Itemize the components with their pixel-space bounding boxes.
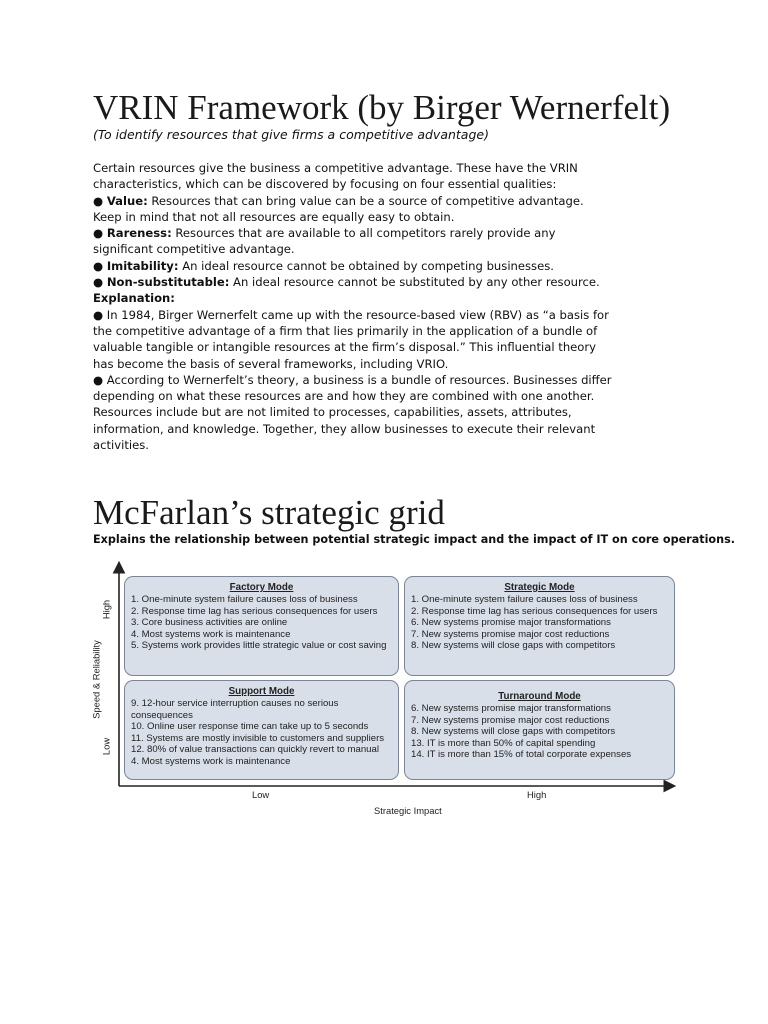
quad-line: 4. Most systems work is maintenance bbox=[131, 628, 291, 640]
quality-term: Rareness: bbox=[106, 226, 172, 241]
quad-line: 7. New systems promise major cost reductions bbox=[411, 628, 610, 640]
quad-line: 3. Core business activities are online bbox=[131, 617, 288, 629]
y-low-label: Low bbox=[100, 737, 112, 756]
mcfarlan-caption: Explains the relationship between potential strategic impact and the impact of IT on core operations. bbox=[93, 533, 735, 546]
quality-imitability: ● Imitability: An ideal resource cannot be obtained by competing businesses. bbox=[93, 258, 554, 273]
quad-line: 4. Most systems work is maintenance bbox=[131, 755, 291, 767]
strategic-mode-title: Strategic Mode bbox=[504, 582, 575, 593]
quad-line: 2. Response time lag has serious consequences for users bbox=[131, 605, 378, 617]
quality-rareness: ● Rareness: Resources that are available to all competitors rarely provide any significant competitive advantage. bbox=[93, 226, 556, 257]
quad-line: 1. One-minute system failure causes loss of business bbox=[411, 594, 638, 605]
quad-line: 9. 12-hour service interruption causes no serious consequences bbox=[131, 698, 339, 721]
explanation-paragraph: ● In 1984, Birger Wernerfelt came up with the resource-based view (RBV) as “a basis for the competitive advantage of a firm that lies primarily in the application of a bundle of valuable tangible or intangible resources at the firm’s disposal.” This influential theory has become the basis of several frameworks, including VRIO. bbox=[93, 307, 609, 371]
quad-line: 7. New systems promise major cost reductions bbox=[411, 714, 610, 726]
quad-line: 8. New systems will close gaps with competitors bbox=[411, 640, 616, 652]
factory-mode-box bbox=[124, 576, 399, 676]
support-mode-box bbox=[124, 680, 399, 780]
quad-line: 6. New systems promise major transformations bbox=[411, 617, 611, 629]
turnaround-mode-box bbox=[404, 680, 675, 780]
quality-term: Non-substitutable: bbox=[106, 275, 230, 290]
quality-non-substitutable: ● Non-substitutable: An ideal resource cannot be substituted by any other resource. bbox=[93, 275, 600, 290]
x-low-label: Low bbox=[252, 789, 270, 800]
quad-line: 12. 80% of value transactions can quickly revert to manual bbox=[131, 744, 379, 756]
quality-term: Imitability: bbox=[106, 258, 179, 273]
quad-line: 11. Systems are mostly invisible to customers and suppliers bbox=[131, 732, 385, 744]
strategic-mode-box bbox=[404, 576, 675, 676]
quad-line: 13. IT is more than 50% of capital spending bbox=[411, 737, 596, 749]
vrin-intro: Certain resources give the business a competitive advantage. These have the VRIN characteristics, which can be discovered by focusing on four essential qualities: bbox=[93, 161, 578, 192]
quad-line: 6. New systems promise major transformations bbox=[411, 703, 611, 714]
explanation-paragraph: ● According to Wernerfelt’s theory, a business is a bundle of resources. Businesses differ depending on what these resources are and how they are combined with one another. Resources include but are not limited to processes, capabilities, assets, attributes, information, and knowledge. Together, they allow businesses to execute their relevant activities. bbox=[93, 372, 612, 453]
quad-line: 14. IT is more than 15% of total corporate expenses bbox=[411, 749, 632, 761]
mcfarlan-title: McFarlan’s strategic grid bbox=[93, 493, 445, 532]
quad-line: 1. One-minute system failure causes loss of business bbox=[131, 594, 358, 605]
vrin-body bbox=[93, 160, 613, 453]
x-high-label: High bbox=[527, 789, 547, 800]
quality-term: Value: bbox=[106, 193, 148, 208]
explanation-heading: Explanation: bbox=[93, 291, 175, 306]
strategic-grid-figure bbox=[88, 556, 688, 818]
turnaround-mode-title: Turnaround Mode bbox=[498, 691, 581, 702]
quad-line: 2. Response time lag has serious consequences for users bbox=[411, 605, 658, 617]
quad-line: 8. New systems will close gaps with competitors bbox=[411, 726, 616, 738]
y-high-label: High bbox=[100, 599, 112, 620]
x-axis-label: Strategic Impact bbox=[374, 805, 442, 816]
support-mode-title: Support Mode bbox=[228, 686, 295, 697]
y-axis-label: Speed & Reliability bbox=[90, 640, 102, 719]
vrin-subtitle: (To identify resources that give firms a competitive advantage) bbox=[93, 127, 489, 142]
factory-mode-title: Factory Mode bbox=[229, 582, 294, 593]
quad-line: 10. Online user response time can take up to 5 seconds bbox=[131, 721, 369, 733]
quad-line: 5. Systems work provides little strategic value or cost saving bbox=[131, 640, 387, 652]
vrin-title: VRIN Framework (by Birger Wernerfelt) bbox=[93, 88, 671, 127]
quality-value: ● Value: Resources that can bring value can be a source of competitive advantage. Keep in mind that not all resources are equally easy to obtain. bbox=[93, 193, 584, 224]
